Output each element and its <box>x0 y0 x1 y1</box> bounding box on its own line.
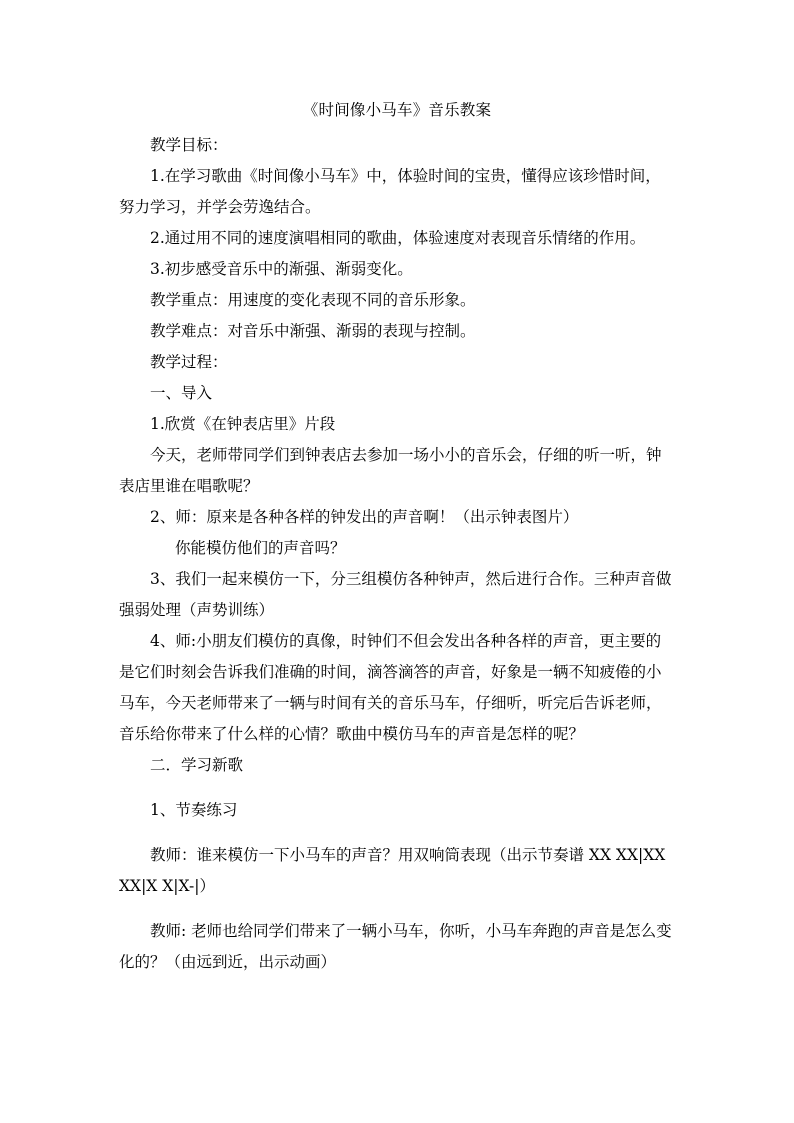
paragraph-step-3: 3、我们一起来模仿一下，分三组模仿各种钟声，然后进行合作。三种声音做强弱处理（声势训练） <box>119 570 672 619</box>
paragraph-teacher-carriage: 教师: 老师也给同学们带来了一辆小马车，你听，小马车奔跑的声音是怎么变化的？（由远到近，出示动画） <box>119 922 672 971</box>
paragraph-step-4: 4、师:小朋友们模仿的真像，时钟们不但会发出各种各样的声音，更主要的是它们时刻会告诉我们准确的时间，滴答滴答的声音，好象是一辆不知疲倦的小马车，今天老师带来了一辆与时间有关的音乐马车，仔细听，听完后告诉老师，音乐给你带来了什么样的心情？歌曲中模仿马车的声音是怎样的呢？ <box>119 632 662 743</box>
paragraph-objectives-heading: 教学目标： <box>150 136 228 154</box>
section-heading-intro: 一、导入 <box>150 384 213 402</box>
paragraph-teacher-rhythm: 教师：谁来模仿一下小马车的声音？用双响筒表现（出示节奏谱 XX XX|XX XX|X X|X-|） <box>119 846 666 895</box>
paragraph-intro-text: 今天，老师带同学们到钟表店去参加一场小小的音乐会，仔细的听一听，钟表店里谁在唱歌呢？ <box>119 446 662 495</box>
paragraph-objective-3: 3.初步感受音乐中的渐强、渐弱变化。 <box>150 260 413 278</box>
paragraph-rhythm-practice: 1、节奏练习 <box>150 801 238 819</box>
paragraph-objective-1: 1.在学习歌曲《时间像小马车》中，体验时间的宝贵，懂得应该珍惜时间，努力学习，并学会劳逸结合。 <box>119 167 661 216</box>
paragraph-process-heading: 教学过程： <box>150 353 228 371</box>
paragraph-step-1: 1.欣赏《在钟表店里》片段 <box>150 415 336 433</box>
section-heading-new-song: 二．学习新歌 <box>150 756 244 774</box>
paragraph-difficulty: 教学难点：对音乐中渐强、渐弱的表现与控制。 <box>150 322 476 340</box>
document-body <box>119 130 675 978</box>
document-title: 《时间像小马车》音乐教案 <box>302 101 492 119</box>
paragraph-objective-2: 2.通过用不同的速度演唱相同的歌曲，体验速度对表现音乐情绪的作用。 <box>150 229 646 247</box>
paragraph-key-point: 教学重点：用速度的变化表现不同的音乐形象。 <box>150 291 476 309</box>
paragraph-imitate-question: 你能模仿他们的声音吗？ <box>175 539 346 557</box>
paragraph-step-2: 2、师：原来是各种各样的钟发出的声音啊！（出示钟表图片） <box>150 508 579 526</box>
